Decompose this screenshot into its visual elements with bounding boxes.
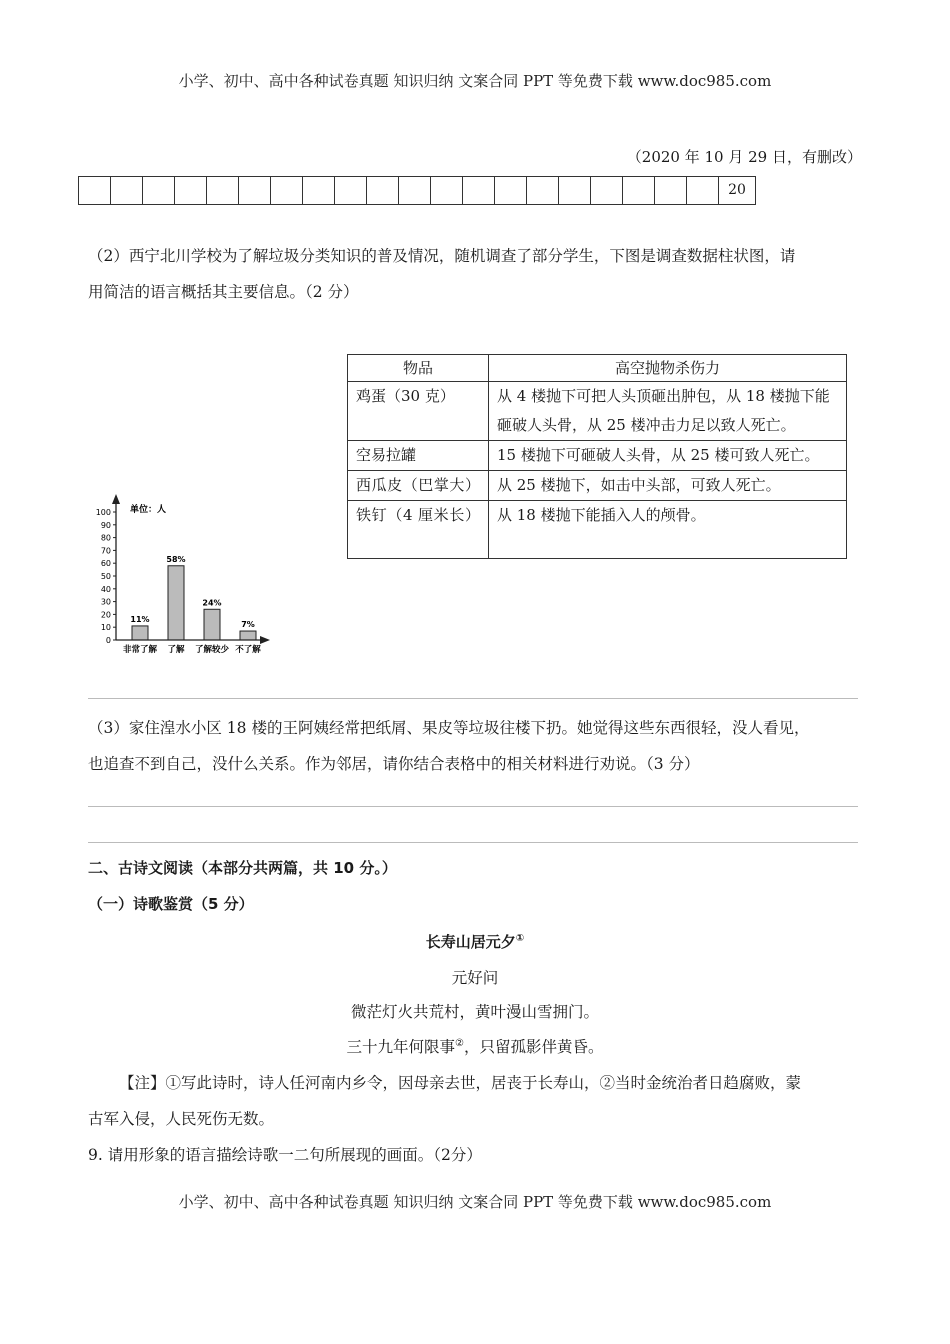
poem-notes-text-1: ①写此诗时，诗人任河南内乡令，因母亲去世，居丧于长寿山，②当时金统治者日趋腐败，蒙 — [165, 1074, 802, 1092]
answer-grid-cell — [174, 176, 207, 205]
table-row — [348, 471, 847, 501]
table-cell-item: 空易拉罐 — [348, 441, 489, 471]
answer-grid-cell — [78, 176, 111, 205]
poem-notes-label: 【注】 — [119, 1074, 166, 1092]
poem-title-text: 长寿山居元夕 — [425, 933, 516, 951]
question-3 — [88, 710, 860, 782]
y-tick-label: 100 — [95, 508, 111, 517]
category-label: 非常了解 — [122, 645, 158, 655]
section-2-title: 二、古诗文阅读（本部分共两篇，共 10 分。） — [88, 859, 397, 877]
projectile-table — [347, 354, 847, 559]
x-axis-arrow — [260, 636, 270, 644]
chart-data-labels — [130, 555, 254, 629]
answer-grid-cell — [366, 176, 399, 205]
answer-grid-cell — [206, 176, 239, 205]
poem-author: 元好问 — [451, 969, 499, 987]
chart-bars — [132, 566, 256, 640]
question-3-line-1: （3）家住湟水小区 18 楼的王阿姨经常把纸屑、果皮等垃圾往楼下扔。她觉得这些东西很轻，没人看见， — [88, 719, 810, 737]
poem-notes — [88, 1065, 860, 1137]
table-cell-effect: 从 18 楼抛下能插入人的颅骨。 — [489, 501, 847, 559]
y-tick-label: 0 — [105, 636, 111, 645]
poem-line-2-part-1: 三十九年何限事 — [346, 1038, 456, 1056]
answer-grid-cell — [622, 176, 655, 205]
bar-3 — [240, 631, 256, 640]
answer-grid-cell — [430, 176, 463, 205]
table-cell-item: 西瓜皮（巴掌大） — [348, 471, 489, 501]
answer-line — [88, 806, 858, 807]
y-tick-label: 80 — [100, 533, 111, 543]
bar-data-label: 11% — [130, 614, 150, 624]
bar-0 — [132, 626, 148, 640]
section-2-subtitle: （一）诗歌鉴赏（5 分） — [88, 895, 254, 913]
category-label: 了解 — [167, 645, 185, 655]
poem-line-2-part-2: ，只留孤影伴黄昏。 — [463, 1038, 604, 1056]
chart-unit-title: 单位：人 — [130, 505, 167, 515]
answer-line — [88, 842, 858, 843]
y-axis-arrow — [112, 494, 120, 504]
answer-grid — [78, 176, 756, 205]
page-footer: 小学、初中、高中各种试卷真题 知识归纳 文案合同 PPT 等免费下载 www.doc985.com — [178, 1193, 772, 1211]
table-row — [348, 382, 847, 441]
table-row — [348, 501, 847, 559]
table-cell-effect: 15 楼抛下可砸破人头骨，从 25 楼可致人死亡。 — [489, 441, 847, 471]
table-row — [348, 441, 847, 471]
question-2-line-1: （2）西宁北川学校为了解垃圾分类知识的普及情况，随机调查了部分学生，下图是调查数据柱状图，请 — [88, 247, 796, 265]
answer-grid-cell — [398, 176, 431, 205]
category-label: 了解较少 — [194, 645, 230, 655]
answer-grid-cell — [302, 176, 335, 205]
poem-title-footnote-mark: ① — [515, 933, 525, 944]
bar-data-label: 24% — [202, 598, 222, 608]
bar-1 — [168, 566, 184, 640]
y-tick-label: 20 — [100, 610, 111, 620]
category-label: 不了解 — [235, 645, 261, 655]
table-header-item: 物品 — [348, 355, 489, 382]
survey-bar-chart — [88, 490, 278, 660]
answer-grid-cell — [142, 176, 175, 205]
bar-data-label: 7% — [241, 620, 255, 630]
question-2-line-2: 用简洁的语言概括其主要信息。（2 分） — [88, 283, 359, 301]
table-cell-effect: 从 25 楼抛下，如击中头部，可致人死亡。 — [489, 471, 847, 501]
page-header: 小学、初中、高中各种试卷真题 知识归纳 文案合同 PPT 等免费下载 www.doc985.com — [178, 72, 772, 90]
answer-grid-cell — [526, 176, 559, 205]
bar-data-label: 58% — [166, 554, 186, 564]
poem-title — [0, 931, 950, 952]
answer-grid-cell — [654, 176, 687, 205]
y-tick-label: 50 — [100, 572, 111, 581]
table-cell-item: 铁钉（4 厘米长） — [348, 501, 489, 559]
y-tick-label: 40 — [100, 584, 111, 594]
poem-line-1: 微茫灯火共荒村，黄叶漫山雪拥门。 — [350, 1003, 599, 1021]
answer-grid-cell — [590, 176, 623, 205]
question-3-line-2: 也追查不到自己，没什么关系。作为邻居，请你结合表格中的相关材料进行劝说。（3 分） — [88, 755, 700, 773]
y-tick-label: 70 — [100, 546, 111, 556]
answer-line — [88, 698, 858, 699]
answer-grid-cell — [110, 176, 143, 205]
y-tick-label: 30 — [100, 597, 111, 607]
poem-line-2 — [0, 1035, 950, 1057]
answer-grid-cell — [558, 176, 591, 205]
answer-grid-cell — [238, 176, 271, 205]
answer-grid-cell — [334, 176, 367, 205]
answer-grid-cell — [494, 176, 527, 205]
poem-notes-line-2: 古军入侵，人民死伤无数。 — [88, 1110, 275, 1128]
answer-grid-cell — [270, 176, 303, 205]
answer-grid-cell — [462, 176, 495, 205]
question-9: 9. 请用形象的语言描绘诗歌一二句所展现的画面。（2分） — [88, 1146, 482, 1164]
question-2 — [88, 238, 860, 310]
source-note: （2020 年 10 月 29 日，有删改） — [626, 148, 862, 166]
y-axis-ticks — [96, 508, 116, 645]
y-tick-label: 60 — [100, 559, 111, 569]
y-tick-label: 90 — [100, 520, 111, 530]
bar-2 — [204, 609, 220, 640]
table-header-effect: 高空抛物杀伤力 — [489, 355, 847, 382]
answer-grid-cell — [686, 176, 719, 205]
poem-line-2-footnote-mark: ② — [455, 1037, 464, 1049]
poem-notes-line-1 — [88, 1065, 860, 1101]
chart-category-labels — [123, 644, 261, 655]
answer-grid-count: 20 — [718, 176, 756, 205]
table-cell-item: 鸡蛋（30 克） — [348, 382, 489, 441]
y-tick-label: 10 — [100, 623, 111, 633]
table-cell-effect: 从 4 楼抛下可把人头顶砸出肿包，从 18 楼抛下能砸破人头骨，从 25 楼冲击力足以致人死亡。 — [489, 382, 847, 441]
table-header-row — [348, 355, 847, 382]
